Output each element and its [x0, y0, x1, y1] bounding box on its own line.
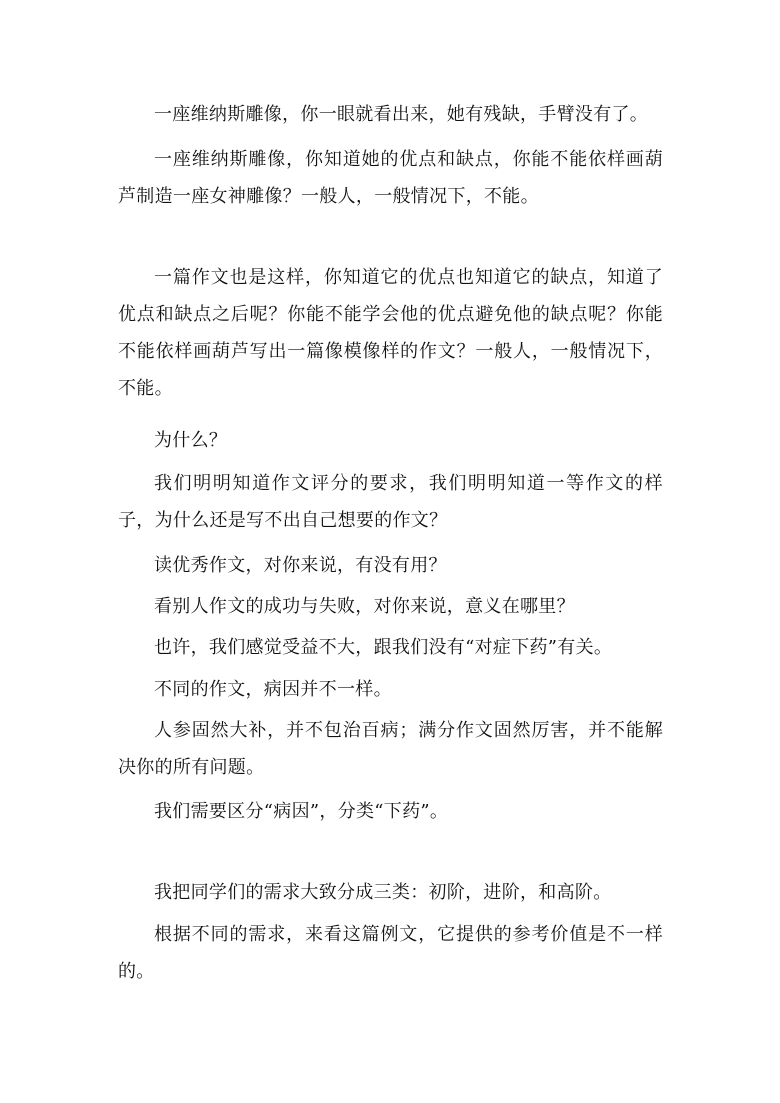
- paragraph: 根据不同的需求，来看这篇例文，它提供的参考价值是不一样的。: [118, 924, 663, 982]
- paragraph: 一座维纳斯雕像，你知道她的优点和缺点，你能不能依样画葫芦制造一座女神雕像？一般人，一般情况下，不能。: [118, 149, 663, 207]
- paragraph: 一座维纳斯雕像，你一眼就看出来，她有残缺，手臂没有了。: [154, 104, 649, 125]
- paragraph: 不同的作文，病因并不一样。: [154, 679, 392, 700]
- paragraph: 我把同学们的需求大致分成三类：初阶，进阶，和高阶。: [154, 882, 612, 903]
- paragraph: 看别人作文的成功与失败，对你来说，意义在哪里？: [154, 596, 575, 617]
- paragraph: 读优秀作文，对你来说，有没有用？: [154, 555, 447, 576]
- paragraph: 人参固然大补，并不包治百病；满分作文固然厉害，并不能解决你的所有问题。: [118, 720, 663, 778]
- paragraph: 一篇作文也是这样，你知道它的优点也知道它的缺点，知道了优点和缺点之后呢？你能不能学会他的优点避免他的缺点呢？你能不能依样画葫芦写出一篇像模像样的作文？一般人，一般情况下，不能。: [118, 267, 663, 399]
- paragraph: 我们需要区分“病因”，分类“下药”。: [154, 801, 449, 822]
- paragraph: 为什么？: [154, 430, 228, 451]
- paragraph: 也许，我们感觉受益不大，跟我们没有“对症下药”有关。: [154, 637, 613, 658]
- paragraph: 我们明明知道作文评分的要求，我们明明知道一等作文的样子，为什么还是写不出自己想要的作文？: [118, 473, 663, 531]
